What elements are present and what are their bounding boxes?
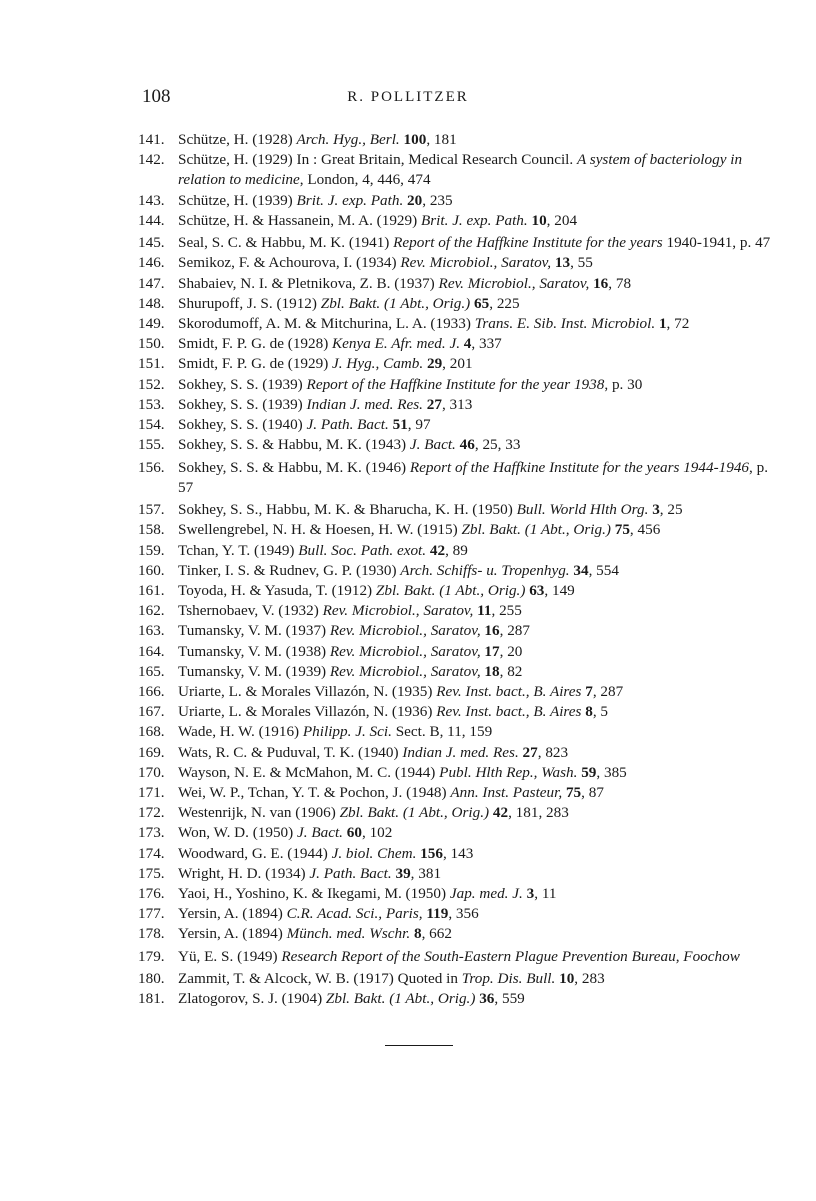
reference-pages: , 204 xyxy=(546,211,578,229)
reference-journal: A system of bacteriology in relation to medicine xyxy=(178,151,743,189)
reference-pages: , 149 xyxy=(544,582,575,600)
reference-number: 177. xyxy=(138,905,165,923)
reference-author: Toyoda, H. & Yasuda, T. (1912) xyxy=(178,582,373,600)
reference-pages: Sect. B, 11, 159 xyxy=(391,723,493,741)
reference-volume: 10 xyxy=(559,970,575,988)
reference-citation xyxy=(178,458,778,498)
reference-journal: Brit. J. exp. Path. xyxy=(420,211,528,229)
reference-pages: , 381 xyxy=(410,864,442,882)
reference-volume: 46 xyxy=(459,436,475,454)
reference-citation xyxy=(178,354,778,374)
reference-pages: , p. 57 xyxy=(178,458,769,496)
reference-author: Sokhey, S. S. & Habbu, M. K. (1946) xyxy=(178,458,407,476)
reference-author: Wats, R. C. & Puduval, T. K. (1940) xyxy=(178,743,399,761)
reference-pages: , 72 xyxy=(666,315,690,333)
reference-item xyxy=(138,682,778,702)
reference-journal: Rev. Microbiol., Saratov, xyxy=(329,642,481,660)
reference-number: 149. xyxy=(138,315,165,333)
reference-volume: 27 xyxy=(426,395,442,413)
reference-volume: 17 xyxy=(484,642,500,660)
reference-journal: Brit. J. exp. Path. xyxy=(296,191,404,209)
reference-number: 152. xyxy=(138,375,165,393)
reference-citation xyxy=(178,520,778,540)
reference-number: 158. xyxy=(138,521,165,539)
reference-volume: 8 xyxy=(585,703,593,721)
reference-citation xyxy=(178,783,778,803)
reference-pages: , 89 xyxy=(445,541,468,559)
reference-number: 172. xyxy=(138,804,165,822)
reference-number: 162. xyxy=(138,602,165,620)
reference-journal: Report of the Haffkine Institute for the year 1938 xyxy=(306,375,605,393)
reference-item xyxy=(138,500,778,520)
reference-volume: 75 xyxy=(565,784,582,802)
reference-item xyxy=(138,233,778,253)
reference-journal: Ann. Inst. Pasteur, xyxy=(450,784,563,802)
reference-number: 179. xyxy=(138,947,165,965)
reference-journal: Research Report of the South-Eastern Plague Prevention Bureau, Foochow xyxy=(281,947,740,965)
reference-author: Skorodumoff, A. M. & Mitchurina, L. A. (1933) xyxy=(178,315,471,333)
reference-item xyxy=(138,415,778,435)
reference-volume: 27 xyxy=(522,743,538,761)
reference-item xyxy=(138,722,778,742)
reference-citation xyxy=(178,375,778,395)
running-head: R. POLLITZER xyxy=(347,89,469,105)
reference-author: Yersin, A. (1894) xyxy=(178,905,283,923)
reference-list xyxy=(138,130,778,1010)
reference-citation xyxy=(178,621,778,641)
reference-journal: Philipp. J. Sci. xyxy=(302,723,392,741)
reference-journal: J. Hyg., Camb. xyxy=(332,355,424,373)
reference-item xyxy=(138,561,778,581)
reference-pages: , 181, 283 xyxy=(508,804,569,822)
reference-item xyxy=(138,601,778,621)
reference-author: Zlatogorov, S. J. (1904) xyxy=(178,990,323,1008)
reference-citation xyxy=(178,743,778,763)
reference-journal: Arch. Schiffs- u. Tropenhyg. xyxy=(400,561,570,579)
reference-item xyxy=(138,581,778,601)
reference-number: 161. xyxy=(138,582,165,600)
reference-author: Sokhey, S. S., Habbu, M. K. & Bharucha, K. H. (1950) xyxy=(178,501,513,519)
reference-citation xyxy=(178,541,778,561)
reference-citation xyxy=(178,924,778,944)
reference-item xyxy=(138,458,778,498)
reference-pages: , 143 xyxy=(442,844,474,862)
reference-number: 141. xyxy=(138,131,165,148)
reference-pages: , 287 xyxy=(499,622,530,640)
reference-journal: Bull. World Hlth Org. xyxy=(516,501,649,519)
reference-item xyxy=(138,334,778,354)
reference-number: 146. xyxy=(138,254,165,272)
reference-author: Semikoz, F. & Achourova, I. (1934) xyxy=(178,254,397,272)
reference-number: 165. xyxy=(138,662,165,680)
reference-author: Yü, E. S. (1949) xyxy=(178,947,278,965)
reference-number: 164. xyxy=(138,642,165,660)
reference-number: 143. xyxy=(138,191,165,209)
reference-number: 163. xyxy=(138,622,165,640)
reference-author: Tshernobaev, V. (1932) xyxy=(178,602,319,620)
reference-citation xyxy=(178,947,778,967)
reference-number: 166. xyxy=(138,683,165,701)
end-rule xyxy=(385,1045,453,1046)
reference-journal: Zbl. Bakt. (1 Abt., Orig.) xyxy=(325,990,476,1008)
reference-pages: , 559 xyxy=(494,990,525,1008)
reference-citation xyxy=(178,803,778,823)
reference-pages: , 287 xyxy=(592,683,624,701)
reference-author: Shurupoff, J. S. (1912) xyxy=(178,294,317,312)
reference-number: 174. xyxy=(138,844,165,862)
reference-author: Seal, S. C. & Habbu, M. K. (1941) xyxy=(178,234,390,252)
reference-citation xyxy=(178,314,778,334)
reference-item xyxy=(138,130,778,150)
reference-volume: 10 xyxy=(531,211,547,229)
reference-volume: 4 xyxy=(463,335,472,353)
reference-pages: , 225 xyxy=(489,294,520,312)
reference-author: Sokhey, S. S. & Habbu, M. K. (1943) xyxy=(178,436,407,454)
reference-author: Tinker, I. S. & Rudnev, G. P. (1930) xyxy=(178,561,397,579)
reference-journal: C.R. Acad. Sci., Paris, xyxy=(286,905,423,923)
reference-item xyxy=(138,702,778,722)
reference-journal: J. Bact. xyxy=(409,436,456,454)
reference-citation xyxy=(178,662,778,682)
reference-journal: J. Path. Bact. xyxy=(306,416,389,434)
reference-citation xyxy=(178,864,778,884)
reference-number: 154. xyxy=(138,416,165,434)
reference-citation xyxy=(178,435,778,455)
reference-author: Yersin, A. (1894) xyxy=(178,925,283,943)
reference-volume: 42 xyxy=(492,804,509,822)
reference-pages: , 97 xyxy=(407,416,431,434)
reference-pages: , p. 30 xyxy=(604,375,643,393)
reference-item xyxy=(138,924,778,944)
reference-item xyxy=(138,354,778,374)
reference-volume: 16 xyxy=(484,622,500,640)
reference-author: Wade, H. W. (1916) xyxy=(178,723,300,741)
reference-pages: , 11 xyxy=(534,885,557,903)
reference-author: Uriarte, L. & Morales Villazón, N. (1935) xyxy=(178,683,433,701)
reference-citation xyxy=(178,601,778,621)
reference-volume: 7 xyxy=(585,683,593,701)
reference-author: Tchan, Y. T. (1949) xyxy=(178,541,295,559)
reference-journal: Rev. Microbiol., Saratov, xyxy=(329,622,481,640)
reference-citation xyxy=(178,904,778,924)
reference-number: 142. xyxy=(138,151,165,169)
reference-author: Woodward, G. E. (1944) xyxy=(178,844,328,862)
reference-number: 173. xyxy=(138,824,165,842)
reference-pages: , 181 xyxy=(426,131,457,148)
reference-citation xyxy=(178,561,778,581)
reference-item xyxy=(138,884,778,904)
reference-journal: Arch. Hyg., Berl. xyxy=(296,131,400,148)
reference-item xyxy=(138,150,778,190)
reference-number: 160. xyxy=(138,561,165,579)
reference-journal: Zbl. Bakt. (1 Abt., Orig.) xyxy=(339,804,490,822)
reference-pages: , 20 xyxy=(499,642,523,660)
reference-number: 159. xyxy=(138,541,165,559)
reference-item xyxy=(138,803,778,823)
reference-journal: Publ. Hlth Rep., Wash. xyxy=(439,763,578,781)
reference-number: 181. xyxy=(138,990,165,1008)
reference-author: Schütze, H. (1928) xyxy=(178,131,293,148)
reference-citation xyxy=(178,274,778,294)
reference-item xyxy=(138,642,778,662)
reference-journal: Report of the Haffkine Institute for the years xyxy=(393,234,663,252)
reference-item xyxy=(138,989,778,1009)
reference-journal: Indian J. med. Res. xyxy=(402,743,519,761)
reference-number: 168. xyxy=(138,723,165,741)
reference-journal: Kenya E. Afr. med. J. xyxy=(332,335,460,353)
reference-item xyxy=(138,621,778,641)
reference-citation xyxy=(178,722,778,742)
page-number: 108 xyxy=(142,86,171,107)
reference-pages: , 102 xyxy=(361,824,393,842)
reference-item xyxy=(138,253,778,273)
reference-item xyxy=(138,844,778,864)
reference-volume: 3 xyxy=(526,885,535,903)
reference-number: 147. xyxy=(138,274,165,292)
reference-citation xyxy=(178,763,778,783)
reference-pages: , 337 xyxy=(471,335,502,353)
reference-citation xyxy=(178,989,778,1009)
reference-item xyxy=(138,662,778,682)
reference-number: 148. xyxy=(138,294,165,312)
reference-journal: J. Bact. xyxy=(297,824,343,842)
reference-number: 150. xyxy=(138,335,165,353)
reference-volume: 13 xyxy=(554,254,571,272)
reference-pages: , 201 xyxy=(442,355,473,373)
reference-journal: Rev. Inst. bact., B. Aires xyxy=(436,683,582,701)
reference-citation xyxy=(178,130,778,150)
reference-item xyxy=(138,211,778,231)
reference-journal: J. Path. Bact. xyxy=(309,864,392,882)
reference-author: Swellengrebel, N. H. & Hoesen, H. W. (1915) xyxy=(178,521,458,539)
reference-volume: 34 xyxy=(573,561,589,579)
reference-pages: , 313 xyxy=(441,395,473,413)
reference-journal: Rev. Microbiol., Saratov, xyxy=(322,602,474,620)
reference-item xyxy=(138,395,778,415)
reference-volume: 59 xyxy=(581,763,597,781)
reference-author: Sokhey, S. S. (1940) xyxy=(178,416,303,434)
reference-author: Tumansky, V. M. (1937) xyxy=(178,622,327,640)
reference-citation xyxy=(178,823,778,843)
reference-journal: Trans. E. Sib. Inst. Microbiol. xyxy=(474,315,656,333)
reference-item xyxy=(138,375,778,395)
reference-pages: , 662 xyxy=(421,925,452,943)
reference-pages: , 5 xyxy=(592,703,609,721)
reference-author: Sokhey, S. S. (1939) xyxy=(178,395,303,413)
reference-journal: Rev. Microbiol., Saratov, xyxy=(438,274,590,292)
reference-volume: 18 xyxy=(484,662,500,680)
reference-journal: Bull. Soc. Path. exot. xyxy=(298,541,427,559)
reference-author: Zammit, T. & Alcock, W. B. (1917) Quoted in xyxy=(178,970,458,988)
reference-citation xyxy=(178,253,778,273)
reference-volume: 51 xyxy=(392,416,408,434)
reference-number: 170. xyxy=(138,763,165,781)
reference-item xyxy=(138,314,778,334)
reference-author: Smidt, F. P. G. de (1929) xyxy=(178,355,329,373)
reference-author: Tumansky, V. M. (1938) xyxy=(178,642,327,660)
reference-volume: 63 xyxy=(529,582,545,600)
reference-number: 167. xyxy=(138,703,165,721)
reference-journal: Jap. med. J. xyxy=(449,885,523,903)
reference-journal: Zbl. Bakt. (1 Abt., Orig.) xyxy=(320,294,471,312)
reference-citation xyxy=(178,500,778,520)
reference-item xyxy=(138,520,778,540)
reference-journal: Münch. med. Wschr. xyxy=(286,925,411,943)
reference-citation xyxy=(178,211,778,231)
reference-number: 176. xyxy=(138,885,165,903)
reference-item xyxy=(138,743,778,763)
reference-author: Wright, H. D. (1934) xyxy=(178,864,306,882)
reference-author: Wayson, N. E. & McMahon, M. C. (1944) xyxy=(178,763,436,781)
reference-author: Smidt, F. P. G. de (1928) xyxy=(178,335,329,353)
reference-citation xyxy=(178,702,778,722)
reference-volume: 156 xyxy=(420,844,443,862)
reference-pages: , 554 xyxy=(588,561,619,579)
reference-item xyxy=(138,947,778,967)
reference-author: Tumansky, V. M. (1939) xyxy=(178,662,327,680)
reference-journal: Indian J. med. Res. xyxy=(306,395,423,413)
reference-number: 180. xyxy=(138,970,165,988)
reference-volume: 65 xyxy=(474,294,490,312)
reference-citation xyxy=(178,682,778,702)
reference-citation xyxy=(178,395,778,415)
reference-number: 156. xyxy=(138,458,165,476)
reference-citation xyxy=(178,294,778,314)
reference-item xyxy=(138,294,778,314)
reference-volume: 3 xyxy=(652,501,660,519)
reference-citation xyxy=(178,884,778,904)
reference-citation xyxy=(178,150,778,190)
reference-author: Westenrijk, N. van (1906) xyxy=(178,804,336,822)
reference-number: 155. xyxy=(138,436,165,454)
reference-volume: 20 xyxy=(407,191,423,209)
reference-volume: 36 xyxy=(479,990,495,1008)
reference-pages: , London, 4, 446, 474 xyxy=(299,171,431,189)
reference-number: 157. xyxy=(138,501,165,519)
reference-item xyxy=(138,823,778,843)
reference-item xyxy=(138,904,778,924)
reference-pages: , 78 xyxy=(608,274,632,292)
reference-item xyxy=(138,969,778,989)
reference-author: Schütze, H. & Hassanein, M. A. (1929) xyxy=(178,211,418,229)
reference-author: Won, W. D. (1950) xyxy=(178,824,294,842)
reference-journal: Zbl. Bakt. (1 Abt., Orig.) xyxy=(461,521,611,539)
reference-author: Shabaiev, N. I. & Pletnikova, Z. B. (1937) xyxy=(178,274,435,292)
reference-volume: 100 xyxy=(403,131,427,148)
reference-number: 145. xyxy=(138,234,165,252)
reference-author: Yaoi, H., Yoshino, K. & Ikegami, M. (1950) xyxy=(178,885,447,903)
reference-volume: 39 xyxy=(395,864,411,882)
reference-pages: , 356 xyxy=(448,905,479,923)
reference-pages: , 55 xyxy=(570,254,593,272)
reference-item xyxy=(138,435,778,455)
reference-volume: 1 xyxy=(658,315,667,333)
reference-citation xyxy=(178,415,778,435)
reference-pages: , 235 xyxy=(422,191,453,209)
reference-citation xyxy=(178,233,778,253)
reference-author: Uriarte, L. & Morales Villazón, N. (1936) xyxy=(178,703,433,721)
reference-pages: , 25 xyxy=(659,501,683,519)
reference-citation xyxy=(178,581,778,601)
reference-number: 171. xyxy=(138,784,165,802)
reference-author: Sokhey, S. S. (1939) xyxy=(178,375,303,393)
reference-pages: , 87 xyxy=(581,784,604,802)
reference-number: 151. xyxy=(138,355,165,373)
reference-number: 169. xyxy=(138,743,165,761)
reference-citation xyxy=(178,334,778,354)
reference-item xyxy=(138,783,778,803)
reference-number: 153. xyxy=(138,395,165,413)
reference-volume: 8 xyxy=(413,925,422,943)
reference-volume: 29 xyxy=(426,355,443,373)
reference-volume: 75 xyxy=(614,521,630,539)
reference-author: Schütze, H. (1939) xyxy=(178,191,293,209)
reference-journal: Report of the Haffkine Institute for the years 1944-1946 xyxy=(409,458,750,476)
reference-item xyxy=(138,541,778,561)
reference-author: Wei, W. P., Tchan, Y. T. & Pochon, J. (1948) xyxy=(178,784,447,802)
reference-number: 144. xyxy=(138,211,165,229)
reference-volume: 42 xyxy=(429,541,446,559)
reference-pages: , 82 xyxy=(499,662,523,680)
reference-pages: , 283 xyxy=(574,970,605,988)
reference-pages: , 385 xyxy=(596,763,627,781)
reference-journal: J. biol. Chem. xyxy=(331,844,417,862)
reference-pages: , 255 xyxy=(491,602,522,620)
reference-journal: Rev. Inst. bact., B. Aires xyxy=(436,703,582,721)
reference-number: 175. xyxy=(138,864,165,882)
reference-volume: 16 xyxy=(593,274,609,292)
reference-pages: , 823 xyxy=(537,743,569,761)
reference-pages: , 456 xyxy=(629,521,661,539)
reference-author: Schütze, H. (1929) In : Great Britain, Medical Research Council. xyxy=(178,151,574,169)
reference-item xyxy=(138,763,778,783)
reference-citation xyxy=(178,191,778,211)
reference-citation xyxy=(178,969,778,989)
reference-volume: 11 xyxy=(477,602,492,620)
reference-journal: Rev. Microbiol., Saratov, xyxy=(400,254,552,272)
reference-citation xyxy=(178,844,778,864)
reference-journal: Zbl. Bakt. (1 Abt., Orig.) xyxy=(375,582,526,600)
reference-citation xyxy=(178,642,778,662)
reference-journal: Rev. Microbiol., Saratov, xyxy=(329,662,481,680)
reference-pages: 1940-1941, p. 47 xyxy=(662,234,771,252)
reference-journal: Trop. Dis. Bull. xyxy=(461,970,556,988)
reference-item xyxy=(138,191,778,211)
reference-number: 178. xyxy=(138,925,165,943)
reference-volume: 119 xyxy=(426,905,449,923)
reference-volume: 60 xyxy=(346,824,362,842)
reference-item xyxy=(138,864,778,884)
reference-pages: , 25, 33 xyxy=(474,436,521,454)
reference-item xyxy=(138,274,778,294)
